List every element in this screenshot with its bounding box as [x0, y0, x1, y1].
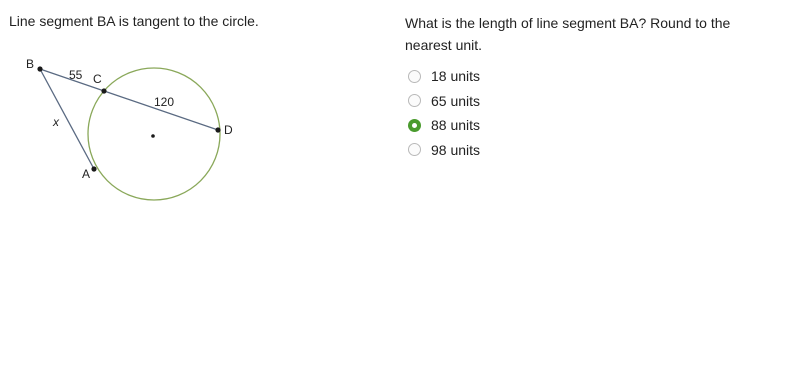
answer-pane: [405, 0, 795, 373]
answer-option-label: 88 units: [431, 117, 481, 134]
segment-ba-label: x: [53, 115, 59, 129]
point-a-label: A: [82, 167, 91, 181]
radio-button[interactable]: [408, 94, 421, 107]
problem-prompt: Line segment BA is tangent to the circle.: [9, 13, 259, 29]
point-b: [37, 66, 42, 71]
radio-button[interactable]: [408, 143, 421, 156]
answer-option-label: 18 units: [431, 68, 481, 85]
point-b-label: B: [26, 57, 35, 71]
answer-option-label: 98 units: [431, 141, 481, 158]
answer-option[interactable]: [408, 64, 480, 89]
radio-button[interactable]: [408, 119, 421, 132]
answer-option[interactable]: [408, 113, 480, 138]
answer-option[interactable]: [408, 138, 480, 163]
point-d-label: D: [224, 123, 233, 137]
answer-option[interactable]: [408, 89, 480, 114]
point-c: [101, 88, 106, 93]
circle: [88, 68, 220, 200]
tangent-secant-figure: [0, 0, 390, 373]
segment-cd-label: 120: [154, 95, 175, 109]
secant-segment-bd: [40, 69, 218, 130]
answer-option-label: 65 units: [431, 92, 481, 109]
point-a: [91, 166, 96, 171]
answer-options: [408, 64, 480, 162]
question-text: What is the length of line segment BA? Round to the nearest unit.: [405, 15, 731, 53]
problem-pane: [0, 0, 390, 373]
tangent-segment-ba: [40, 69, 94, 169]
segment-bc-label: 55: [69, 68, 83, 82]
circle-center-point: [151, 134, 155, 138]
point-d: [215, 127, 220, 132]
radio-button[interactable]: [408, 70, 421, 83]
point-c-label: C: [93, 72, 102, 86]
